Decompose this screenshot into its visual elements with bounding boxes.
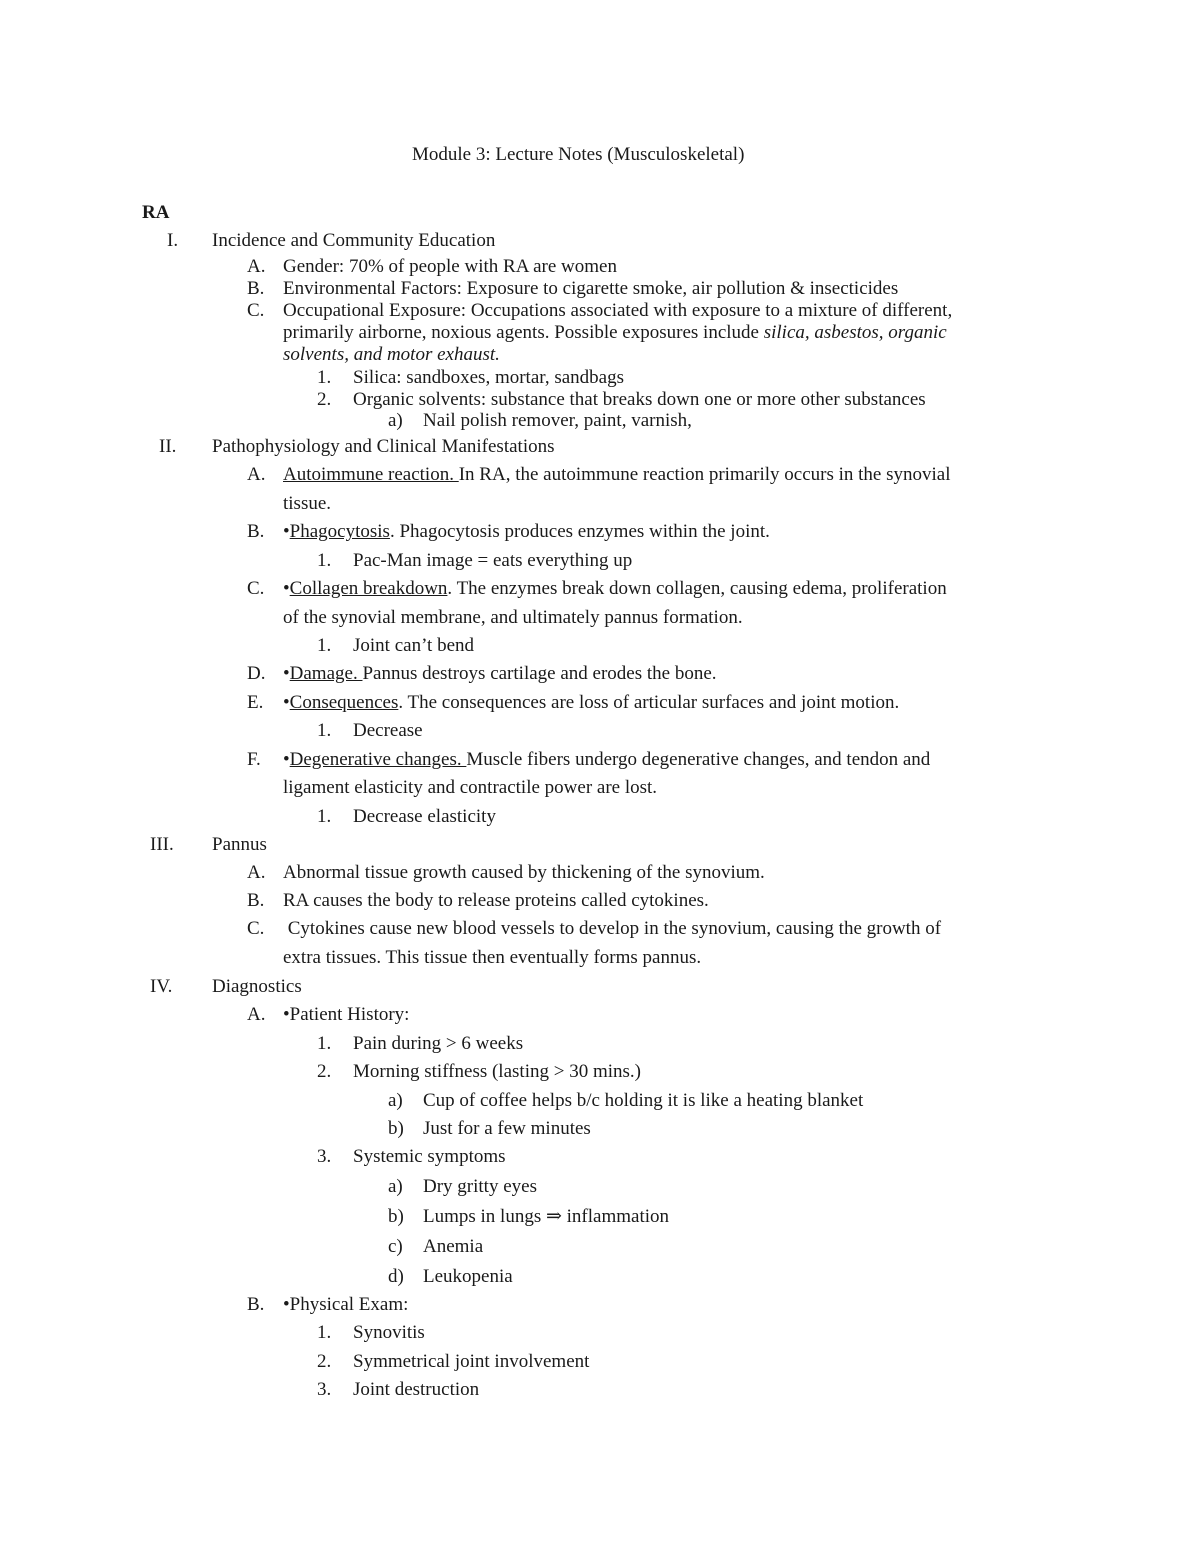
item-text (283, 521, 770, 543)
bullet: • (283, 663, 290, 684)
item-description: Pannus destroys cartilage and erodes the bone. (362, 663, 717, 684)
item-text (283, 322, 947, 344)
item-marker: 1. (317, 720, 332, 741)
section-number: II. (159, 436, 177, 457)
item-text-italic: silica, asbestos, organic (763, 322, 947, 343)
item-text: Leukopenia (423, 1266, 513, 1287)
section-number: I. (167, 230, 179, 251)
item-marker: a) (388, 1090, 403, 1111)
item-marker: 2. (317, 389, 332, 410)
item-term: Degenerative changes. (289, 749, 467, 770)
item-marker: B. (247, 278, 265, 299)
item-term: Autoimmune reaction. (283, 464, 459, 485)
item-text (283, 663, 717, 685)
item-marker: A. (247, 1004, 266, 1025)
bullet: • (283, 521, 290, 542)
item-marker: a) (388, 410, 403, 431)
item-text: Pain during > 6 weeks (353, 1033, 524, 1054)
page-title: Module 3: Lecture Notes (Musculoskeletal) (412, 144, 745, 165)
item-marker: 1. (317, 635, 332, 656)
item-marker: A. (247, 256, 266, 277)
item-text-italic: solvents, and motor exhaust. (283, 344, 500, 365)
item-text (283, 692, 899, 714)
item-text: Pac-Man image = eats everything up (353, 550, 633, 571)
item-text: Synovitis (353, 1322, 425, 1343)
item-text: Cup of coffee helps b/c holding it is like a heating blanket (423, 1090, 864, 1111)
item-marker: 2. (317, 1061, 332, 1082)
item-text: Joint destruction (353, 1379, 480, 1400)
item-text: Decrease (353, 720, 423, 741)
item-text: •Physical Exam: (283, 1294, 409, 1315)
item-text: Occupational Exposure: Occupations associated with exposure to a mixture of different, (283, 300, 953, 321)
item-marker: F. (247, 749, 261, 770)
item-marker: b) (388, 1118, 404, 1139)
item-text: Dry gritty eyes (423, 1176, 537, 1197)
item-text: Joint can’t bend (353, 635, 475, 656)
item-marker: B. (247, 1294, 265, 1315)
item-text-plain: primarily airborne, noxious agents. Possible exposures include (283, 322, 764, 343)
item-term: Collagen breakdown (289, 578, 448, 599)
item-marker: A. (247, 862, 266, 883)
item-text: Just for a few minutes (423, 1118, 591, 1139)
item-text: Silica: sandboxes, mortar, sandbags (353, 367, 624, 388)
item-description: In RA, the autoimmune reaction primarily occurs in the synovial (458, 464, 951, 485)
item-marker: c) (388, 1236, 403, 1257)
item-marker: A. (247, 464, 266, 485)
item-marker: 1. (317, 1322, 332, 1343)
item-text: extra tissues. This tissue then eventually forms pannus. (283, 947, 702, 968)
item-text: tissue. (283, 493, 332, 514)
item-text (283, 578, 947, 600)
item-marker: C. (247, 918, 265, 939)
bullet: • (283, 749, 290, 770)
section-number: III. (150, 834, 174, 855)
item-text: of the synovial membrane, and ultimately pannus formation. (283, 607, 743, 628)
item-description: . Phagocytosis produces enzymes within the joint. (389, 521, 770, 542)
section-heading: RA (142, 202, 170, 223)
item-marker: C. (247, 578, 265, 599)
item-term: Consequences (289, 692, 399, 713)
item-marker: D. (247, 663, 266, 684)
item-term: Damage. (289, 663, 363, 684)
item-text: Morning stiffness (lasting > 30 mins.) (353, 1061, 641, 1082)
item-marker: C. (247, 300, 265, 321)
section-number: IV. (150, 976, 173, 997)
item-marker: 3. (317, 1146, 332, 1167)
item-term: Phagocytosis (289, 521, 390, 542)
item-marker: 1. (317, 367, 332, 388)
item-text: Anemia (423, 1236, 484, 1257)
item-description: . The enzymes break down collagen, causing edema, proliferation (447, 578, 947, 599)
item-marker: 1. (317, 550, 332, 571)
item-text: Organic solvents: substance that breaks down one or more other substances (353, 389, 926, 410)
item-marker: E. (247, 692, 264, 713)
section-label: Diagnostics (212, 976, 302, 997)
section-label: Pathophysiology and Clinical Manifestations (212, 436, 555, 457)
item-marker: 2. (317, 1351, 332, 1372)
item-text: RA causes the body to release proteins called cytokines. (283, 890, 709, 911)
item-text: Decrease elasticity (353, 806, 496, 827)
item-text: Abnormal tissue growth caused by thickening of the synovium. (283, 862, 765, 883)
item-marker: 1. (317, 1033, 332, 1054)
item-marker: d) (388, 1266, 404, 1287)
bullet: • (283, 692, 290, 713)
item-marker: 1. (317, 806, 332, 827)
item-text: Gender: 70% of people with RA are women (283, 256, 617, 277)
section-label: Incidence and Community Education (212, 230, 496, 251)
item-marker: 3. (317, 1379, 332, 1400)
item-text: Nail polish remover, paint, varnish, (423, 410, 692, 431)
item-marker: B. (247, 890, 265, 911)
item-text: Cytokines cause new blood vessels to develop in the synovium, causing the growth of (283, 918, 942, 939)
item-marker: B. (247, 521, 265, 542)
section-label: Pannus (212, 834, 267, 855)
item-text: Lumps in lungs ⇒ inflammation (423, 1206, 670, 1227)
item-text (283, 464, 950, 486)
item-text: •Patient History: (283, 1004, 410, 1025)
item-text: Systemic symptoms (353, 1146, 506, 1167)
item-text: Environmental Factors: Exposure to cigarette smoke, air pollution & insecticides (283, 278, 899, 299)
item-description: . The consequences are loss of articular surfaces and joint motion. (398, 692, 900, 713)
item-text: ligament elasticity and contractile power are lost. (283, 777, 658, 798)
item-description: Muscle fibers undergo degenerative changes, and tendon and (466, 749, 931, 770)
item-marker: a) (388, 1176, 403, 1197)
item-marker: b) (388, 1206, 404, 1227)
bullet: • (283, 578, 290, 599)
item-text: Symmetrical joint involvement (353, 1351, 590, 1372)
item-text (283, 749, 930, 771)
